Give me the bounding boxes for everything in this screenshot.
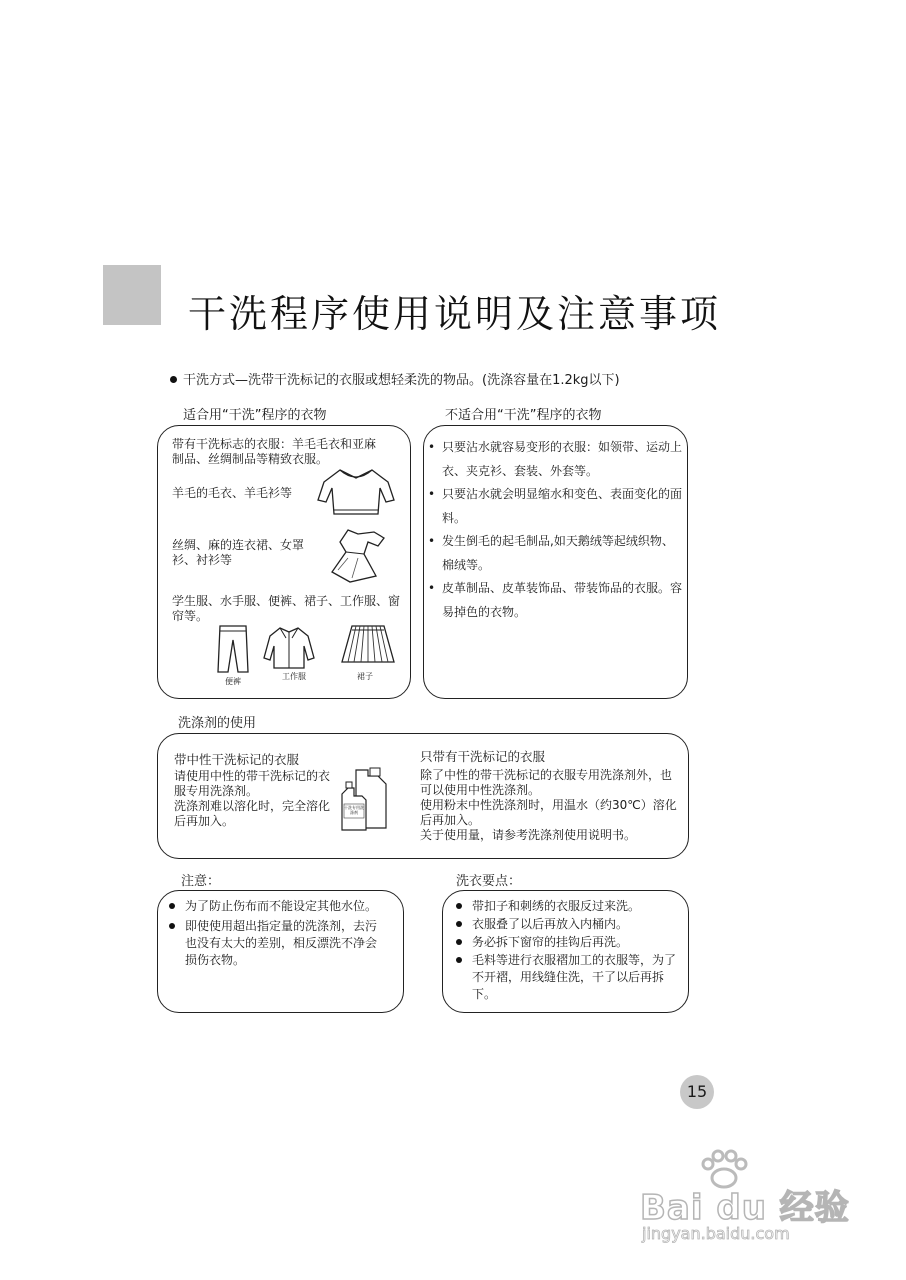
list-item: • 发生倒毛的起毛制品,如天鹅绒等起绒织物、棉绒等。 <box>428 534 674 572</box>
bullet-icon <box>169 923 175 929</box>
page-title: 干洗程序使用说明及注意事项 <box>188 292 722 336</box>
list-item: • 皮革制品、皮革装饰品、带装饰品的衣服。容易掉色的衣物。 <box>428 581 683 619</box>
list-item: • 只要沾水就会明显缩水和变色、表面变化的面料。 <box>428 487 683 525</box>
baidu-watermark <box>640 1150 880 1250</box>
list-item: 为了防止伤布而不能设定其他水位。 <box>169 898 387 915</box>
wool-text: 羊毛的毛衣、羊毛衫等 <box>172 486 293 500</box>
notice-heading: 注意： <box>181 874 221 889</box>
bottle-label: 干洗专用洗涤剂 <box>344 805 364 815</box>
unsuitable-heading: 不适合用“干洗”程序的衣物 <box>445 408 602 423</box>
list-item: 衣服叠了以后再放入内桶内。 <box>456 916 678 933</box>
suitable-intro: 带有干洗标志的衣服：羊毛毛衣和亚麻制品、丝绸制品等精致衣服。 <box>172 437 377 466</box>
skirt-icon <box>342 624 394 666</box>
silk-text: 丝绸、麻的连衣裙、女罩衫、衬衫等 <box>172 538 305 567</box>
tips-heading: 洗衣要点： <box>456 874 522 889</box>
skirt-label: 裙子 <box>357 672 373 681</box>
bullet-icon <box>456 903 462 909</box>
intro-line <box>170 369 620 388</box>
list-item: 带扣子和刺绣的衣服反过来洗。 <box>456 898 678 915</box>
neutral-title: 带中性干洗标记的衣服 <box>174 752 300 767</box>
jacket-icon <box>264 626 314 670</box>
jacket-label: 工作服 <box>282 672 306 681</box>
list-item: 务必拆下窗帘的挂钩后再洗。 <box>456 934 678 951</box>
detergent-heading: 洗涤剂的使用 <box>178 716 257 731</box>
detergent-bottle-icon <box>340 766 388 832</box>
pants-icon <box>216 624 250 674</box>
watermark-brand: Bai du 经验 <box>640 1188 850 1228</box>
dryclean-only-title: 只带有干洗标记的衣服 <box>420 749 546 764</box>
bullet-icon <box>169 903 175 909</box>
intro-text: 干洗方式—洗带干洗标记的衣服或想轻柔洗的物品。(洗涤容量在1.2kg以下) <box>183 373 620 388</box>
list-item: 毛料等进行衣服褶加工的衣服等，为了不开褶，用线缝住洗，干了以后再拆下。 <box>456 952 678 1003</box>
dress-icon <box>318 528 390 584</box>
title-marker <box>103 265 161 325</box>
bullet-icon <box>456 921 462 927</box>
watermark-url: jingyan.baidu.com <box>642 1224 790 1243</box>
bullet-icon <box>456 939 462 945</box>
pants-label: 便裤 <box>225 677 241 686</box>
dryclean-only-text: 除了中性的带干洗标记的衣服专用洗涤剂外，也可以使用中性洗涤剂。 使用粉末中性洗涤剂时，用温水（约30℃）溶化后再加入。 关于使用量，请参考洗涤剂使用说明书。 <box>420 768 677 842</box>
unsuitable-list <box>428 436 684 624</box>
uniform-text: 学生服、水手服、便裤、裙子、工作服、窗帘等。 <box>172 594 401 623</box>
bullet-icon <box>170 376 177 383</box>
tips-list <box>456 898 678 1004</box>
list-item: 即使使用超出指定量的洗涤剂，去污也没有太大的差别，相反漂洗不净会损伤衣物。 <box>169 918 387 969</box>
page-number: 15 <box>680 1075 714 1109</box>
bullet-icon <box>456 957 462 963</box>
sweater-icon <box>318 466 394 520</box>
neutral-text: 请使用中性的带干洗标记的衣服专用洗涤剂。 洗涤剂难以溶化时，完全溶化后再加入。 <box>174 769 331 828</box>
notice-list <box>169 898 387 972</box>
suitable-heading: 适合用“干洗”程序的衣物 <box>183 408 327 423</box>
list-item: • 只要沾水就容易变形的衣服：如领带、运动上衣、夹克衫、套装、外套等。 <box>428 440 683 478</box>
